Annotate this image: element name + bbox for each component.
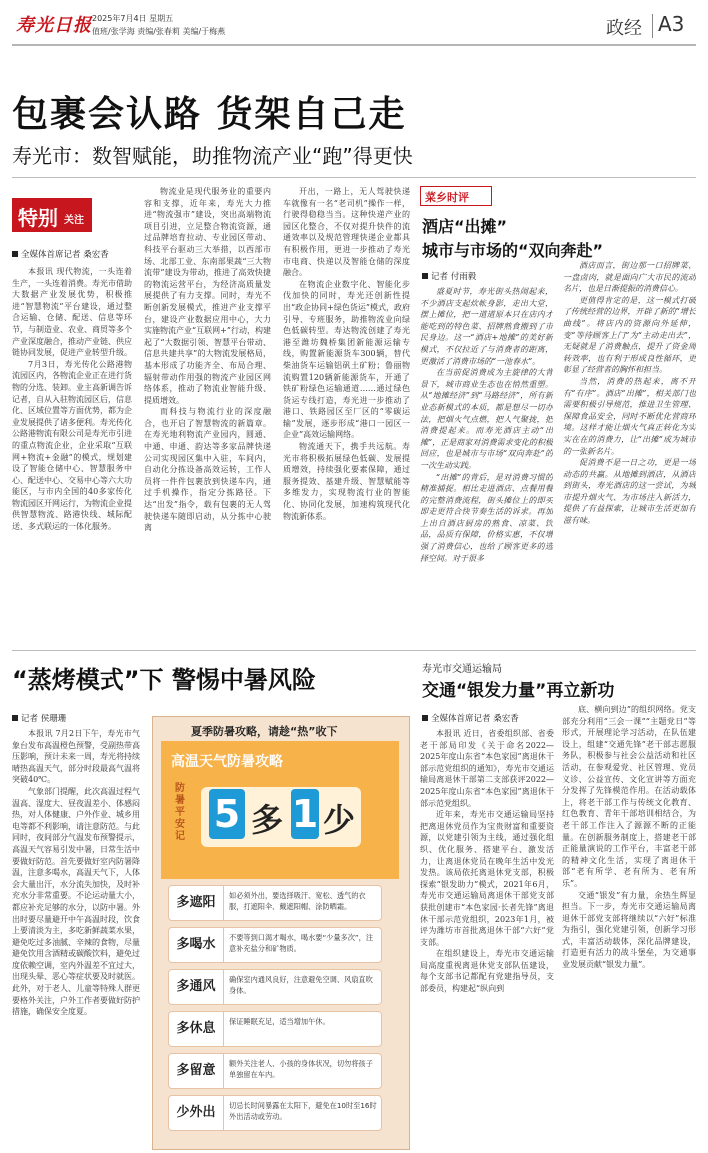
- opinion-headline-2: 城市与市场的“双向奔赴”: [422, 241, 604, 260]
- opinion-column-1: [420, 286, 553, 642]
- paragraph: 7月3日，寿光传化公路港物流园区内，各物流企业正在进行货物的分选、装卸。业主高新调告诉记者，自从入驻物流园区后，信息化、区域位置等方面优势，都为企业发展提供了诸多便利。寿光传化公路港物流有限公司是寿光市引进的重点物流企业，企业采取“互联网+物流+金融”的模式，规划建设了智能仓储中心、智慧服务中心、配送中心、交易中心等六大功能区，与市内全国的40多家传化物流园区开网运行，为物流企业提供智慧物流、路港快线、城际配送、多式联运的一体化服务。: [12, 359, 132, 532]
- opinion-byline-text: 记者 付雨毅: [431, 272, 477, 282]
- poster-number-one: 1: [291, 789, 319, 839]
- tip-label: 多留意: [169, 1054, 224, 1088]
- special-report-badge: [12, 198, 92, 232]
- tip-label: 少外出: [169, 1096, 224, 1130]
- newspaper-logo: 寿光日报: [16, 15, 92, 36]
- square-bullet-icon: [12, 715, 18, 721]
- paragraph: 盛夏时节，寿光街头热闹起来，不少酒店支起炊帐身影，走出大堂，摆上摊位，把一道道原本只在店内才能吃到的特色菜、招牌熟食搬到了市民身边。这一“酒店+地摊”的美好新模式，不仅拉近了与消费者的距离，更激活了消费市场的“一池春水”。: [420, 287, 553, 366]
- transport-column-2: [562, 704, 696, 1148]
- lead-byline: [12, 248, 109, 260]
- tips-poster: [161, 741, 399, 879]
- opinion-label: [420, 186, 492, 206]
- editor-credits: 值班/张学海 责编/张春莉 美编/于梅燕: [92, 27, 226, 36]
- paragraph: 本报讯 现代物流，一头连着生产，一头连着消费。寿光市借助大数据产业发展优势，积极推进“智慧物流”平台建设，通过整合运输、仓储、配送、信息等环节，与制造业、农业、商贸等多个产业深度融合，推动产业链、供应链协同发展，促进产业转型升级。: [12, 267, 132, 358]
- paragraph: 近年来，寿光市交通运输局坚持把离退休党员作为宝贵财富和重要资源，以党建引领为主线，通过强化组织、优化服务、搭建平台、激发活力，让离退休党员在晚年生活中发光发热。该局依托离退休党支部，积极探索“银发助力”模式，2021年6月，寿光市交通运输局离退休干部党支部获批创建市“本色家园·长者先锋”离退休干部示范党组织，2023年1月，被评为潍坊市首批离退休干部“六好”党支部。: [420, 810, 554, 947]
- masthead: [0, 0, 708, 46]
- square-bullet-icon: [422, 273, 428, 279]
- badge-sub-text: 关注: [64, 215, 84, 226]
- tip-row: [168, 927, 382, 963]
- poster-slogan: [201, 787, 361, 847]
- lead-byline-text: 全媒体首席记者 桑宏香: [21, 250, 109, 260]
- weather-byline-text: 记者 侯珊珊: [21, 714, 67, 724]
- tip-text: 额外关注老人、小孩的身体状况，切勿将孩子单独留在车内。: [229, 1059, 373, 1079]
- lead-column-2: [144, 186, 271, 638]
- heat-tips-infographic: [152, 716, 410, 1150]
- lead-column-3: [283, 186, 410, 638]
- opinion-headline-1: 酒店“出摊”: [422, 217, 508, 236]
- paragraph: 本报讯 7月2日下午，寿光市气象台发布高温橙色预警，受副热带高压影响，预计未来一周，寿光将持续晴热高温天气，部分时段最高气温将突破40℃。: [12, 729, 140, 785]
- tip-label: 多喝水: [169, 928, 224, 962]
- paragraph: 而科技与物流行业的深度融合，也开启了智慧物流的新篇章。在寿光地利物流产业园内，圆通、中通、申通、韵达等多家品牌快递公司实现园区集中入驻，车间内，自动化分拣设备高效运转，工作人员将一件件包裹放到快递车内，通过手机操作，指定分拣路径。下达“出发”指令，载有包裹的无人驾驶快递车随即启动，从分拣中心驶离: [144, 407, 271, 533]
- paragraph: 本报讯 近日，省委组织部、省委老干部局印发《关于命名2022—2025年度山东省“本色家园”离退休干部示范党组织的通知》，寿光市交通运输局离退休干部第二支部获评2022—2025年度山东省“本色家园”离退休干部示范党组织。: [420, 729, 554, 808]
- opinion-column-2: [563, 260, 696, 642]
- tip-label: 多休息: [169, 1012, 224, 1046]
- paragraph: 底、横向到边”的组织网络。党支部充分利用“三会一课”“主题党日”等形式，开展理论学习活动，在队伍建设上，组建“交通先锋”老干部志愿服务队，积极参与社会公益活动和社区活动，在参观爱党、社区管理、党员义诊、公益宣传、文化宣讲等方面充分发挥了先锋模范作用。在活动载体上，将老干部工作与传统文化教育、红色教育、青年干部培训相结合，为老干部工作注入了源源不断的正能量。在创新服务制度上，搭建老干部正能量演说的工作平台，丰富老干部的精神文化生活，实现了离退休干部“老有所学、老有所为、老有所乐”。: [562, 705, 696, 888]
- tip-row: [168, 1053, 382, 1089]
- poster-title: 高温天气防暑攻略: [171, 754, 283, 770]
- lead-subhead: 寿光市：数智赋能，助推物流产业“跑”得更快: [12, 144, 413, 168]
- tip-text: 保证睡眠充足，适当增加午休。: [229, 1017, 330, 1026]
- poster-word-less: 少: [323, 801, 356, 839]
- poster-word-more: 多: [251, 801, 284, 839]
- transport-headline: 交通“银发力量”再立新功: [422, 681, 615, 701]
- section-name: 政经: [606, 18, 642, 39]
- badge-main-text: 特别: [18, 206, 58, 230]
- paragraph: 更值得肯定的是，这一模式打破了传统经营的边界，开辟了新的“增长曲线”。将店内的资源向外延伸，变“等待顾客上门”为“主动走出去”，无疑就是了消费触点，提升了资金周转效率，也有利于形成良性循环，更彰显了经营者的胸怀和担当。: [563, 295, 696, 375]
- weather-headline: “蒸烤模式”下 警惕中暑风险: [12, 666, 316, 694]
- section-divider: [652, 14, 653, 38]
- lead-column-1: [12, 266, 132, 638]
- tip-row: [168, 969, 382, 1005]
- tip-text: 如必须外出，要选择吸汗、宽松、透气的衣服，打遮阳伞、戴遮阳帽、涂防晒霜。: [229, 891, 366, 911]
- weather-column: [12, 728, 140, 1148]
- tips-banner: 夏季防暑攻略，请趁“热”收下: [191, 725, 338, 738]
- poster-number-five: 5: [209, 789, 245, 839]
- issue-date: 2025年7月4日 星期五: [92, 14, 174, 23]
- section-rule: [12, 650, 696, 651]
- headline-rule: [12, 177, 696, 178]
- paragraph: 开出，一路上，无人驾驶快递车就像有一名“老司机”操作一样，行驶得稳稳当当。这种快递产业的园区化整合，不仅对提升快件的流通效率以及规范管理快递企业都具有积极作用，更进一步推动了寿光市电商、快递以及智能仓储的深度融合。: [283, 187, 410, 278]
- lead-headline: 包裹会认路 货架自己走: [12, 94, 407, 135]
- paragraph: 在物流企业数字化、智能化步伐加快的同时，寿光还创新性提出“政企协同+绿色货运”模式，政府引导、专班服务，助推物流业向绿色低碳转型。寿达物流创建了寿光港至潍坊魏桥集团新能源运输专线，购置新能源货车300辆，替代柴油货车运输铝矾土矿粉；鲁丽物流购置120辆新能源货车，开通了铁矿粉绿色运输通道……通过绿色货运专线打造，寿光进一步推动了港口、铁路园区至厂区的“零碳运输”发展，逐步形成“港口一园区一企业”高效运输网络。: [283, 279, 410, 440]
- square-bullet-icon: [422, 715, 428, 721]
- paragraph: 在组织建设上，寿光市交通运输局高度重视离退休党支部队伍建设，每个支部书记都配有党建指导员，支部委员，构建起“纵向到: [420, 949, 554, 994]
- tip-row: [168, 885, 382, 921]
- transport-byline: [422, 712, 519, 724]
- tip-row: [168, 1011, 382, 1047]
- transport-byline-text: 全媒体首席记者 桑宏香: [431, 714, 519, 724]
- paragraph: 交通“银发”有力量，余热生辉显担当。下一步，寿光市交通运输局离退休干部党支部将继续以“六好”标准为指引，强化党建引领，创新学习形式，丰富活动载体，深化品牌建设，打造更有活力的战斗堡垒，为交通事业发展贡献“银发力量”。: [562, 890, 696, 970]
- tip-row: [168, 1095, 382, 1131]
- paragraph: “出摊”的背后，是对消费习惯的精准捕捉。相比走进酒店、点餐用餐的完整消费流程，街头摊位上的即买即走更符合快节奏生活的诉求。再加上出自酒店厨房的熟食、凉菜、饮品，品质有保障，价格实惠，不仅增强了消费信心，也给了顾客更多的选择空间。对于很多: [420, 472, 553, 563]
- paragraph: 物流通天下，携手共远航。寿光市将积极拓展绿色低碳、发展提质增效，持续强化要素保障，通过服务提效、基建升级、智慧赋能等多维发力，实现物流行业的智能化、协同化发展，加速构筑现代化物流新体系。: [283, 442, 410, 521]
- paragraph: 气象部门提醒，此次高温过程气温高、湿度大、昼夜温差小、体感闷热，对人体健康、户外作业、城乡用电等都不利影响，请注意防范。与此同时，夜间部分气温发布预警提示，高温天气容易引发中暑，日常生活中要做好防范。首先要做好室内防暑降温，注意多喝水，高温天气下，人体会大量出汗，水分流失加快，及时补充水分非常重要。不论运动量大小，都应补充足够的水分，以防中暑。外出时要尽量避开中午高温时段，饮食上要清淡为主，多吃新鲜蔬菜水果，避免吃过多油腻、辛辣的食物，尽量避免饮用含酒精或碳酸饮料，避免过度依赖空调，室内外温差不宜过大，出现头晕、恶心等症状要及时就医。此外，对于老人、儿童等特殊人群更要格外关注，户外工作者要做好防护措施，确保安全度夏。: [12, 786, 140, 1017]
- paragraph: 物流业是现代服务业的重要内容和支撑，近年来，寿光大力推进“物流强市”建设，突出高端物流项目引进，立足整合物流资源，通过品牌培育拉动、专业园区带动、科技平台驱动三大举措，以西部市场、北部工业、东南部果蔬“三大物流带”建设为带动，推进了高效快捷的物流运营平台，为经济高质量发展提供了有力支撑。同时，寿光不断创新发展模式，推进产业支撑平台，建设产业数据应用中心，大力实施物流产业“互联网+”行动，构建起了“大数据引领、智慧平台带动、信息共建共享”的大物流发展格局，基本形成了功能齐全、布局合理、辐射带动作用强的物流产业园区网络体系，推动了物流业智能升级、提质增效。: [144, 187, 271, 405]
- poster-side-label: 防暑平安记: [175, 783, 185, 842]
- paragraph: 酒店而言，街边那一口招牌菜、一盘卤肉，就是面向广大市民的流动名片，也是日渐提振的消费信心。: [563, 261, 696, 294]
- paragraph: 当然，消费的热起来，离不开有“有序”。酒店“出摊”，相关部门也需要积极引导规范，推进卫生管理、保障食品安全，同时不断优化营商环境。这样才能让烟火气真正转化为实实在在的消费力，让“出摊”成为城市的一张新名片。: [563, 376, 696, 456]
- weather-byline: [12, 712, 66, 724]
- tip-label: 多通风: [169, 970, 224, 1004]
- transport-column-1: [420, 728, 554, 1148]
- tip-text: 确保室内通风良好，注意避免空调、风扇直吹身体。: [229, 975, 373, 995]
- tip-text: 切忌长时间暴露在太阳下，避免在10时至16时外出活动或劳动。: [229, 1101, 377, 1121]
- tip-text: 不要等到口渴才喝水，喝水要“少量多次”，注意补充盐分和矿物质。: [229, 933, 374, 953]
- masthead-rule: [12, 44, 696, 46]
- page-number: A3: [658, 12, 685, 36]
- opinion-label-text: 菜乡时评: [425, 191, 469, 204]
- square-bullet-icon: [12, 251, 18, 257]
- paragraph: 在当前促消费成为主旋律的大背景下，城市商业生态也在悄然重塑。从“地摊经济”到“马路经济”，所有新业态新模式的本质，都是想尽一切办法，把烟火气点燃，把人气聚拢，把消费提起来。而寿光酒店主动“出摊”，正是商家对消费需求变化的积极回应，也是城市与市场“双向奔赴”的一次生动实践。: [420, 368, 553, 470]
- tip-label: 多遮阳: [169, 886, 224, 920]
- transport-kicker: 寿光市交通运输局: [422, 664, 502, 675]
- opinion-byline: [422, 270, 476, 282]
- paragraph: 促消费不是一日之功，更是一场动态的共赢。从地摊到酒店，从酒店到街头，寿光酒店的这一尝试，为城市提升烟火气、为市场注入新活力，提供了有益探索，让城市生活更加有滋有味。: [563, 458, 696, 526]
- opinion-block: [420, 186, 696, 646]
